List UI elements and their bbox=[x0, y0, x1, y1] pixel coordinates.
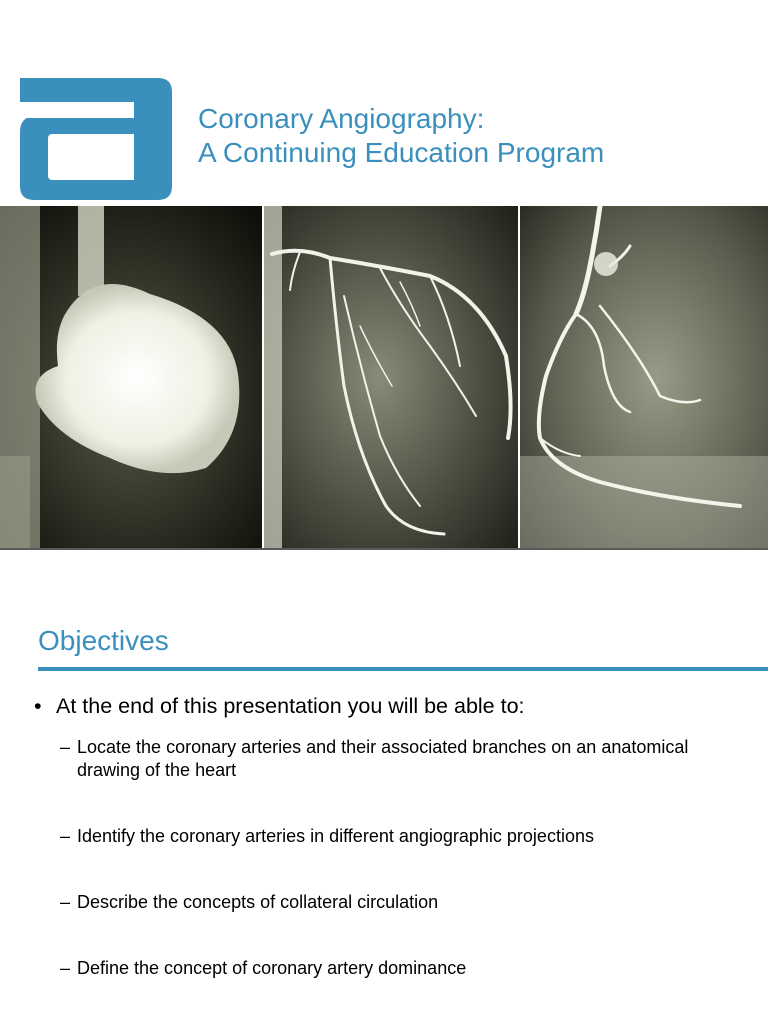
list-item bbox=[60, 957, 740, 980]
list-item-text: Locate the coronary arteries and their associated branches on an anatomical drawing of the heart bbox=[77, 737, 689, 780]
angiogram-ventriculogram bbox=[0, 206, 262, 550]
list-item-text: Describe the concepts of collateral circulation bbox=[77, 892, 439, 912]
angiogram-right-coronary bbox=[520, 206, 768, 550]
list-item bbox=[60, 891, 740, 914]
objectives-list bbox=[60, 736, 740, 1023]
dash-icon: – bbox=[60, 826, 71, 846]
angiogram-left-coronary bbox=[264, 206, 518, 550]
heading-divider bbox=[38, 667, 768, 671]
angiogram-image-strip bbox=[0, 206, 768, 550]
objectives-slide bbox=[0, 590, 768, 1024]
presentation-title bbox=[198, 102, 604, 170]
title-line-1: Coronary Angiography: bbox=[198, 103, 485, 134]
list-item bbox=[60, 825, 740, 848]
dash-icon: – bbox=[60, 892, 71, 912]
dash-icon: – bbox=[60, 737, 71, 757]
list-item bbox=[60, 736, 740, 782]
abbott-logo-icon bbox=[18, 76, 174, 202]
title-line-2: A Continuing Education Program bbox=[198, 137, 605, 168]
bullet-icon: • bbox=[34, 694, 42, 718]
main-bullet bbox=[34, 692, 734, 720]
list-item-text: Identify the coronary arteries in different angiographic projections bbox=[77, 826, 594, 846]
main-bullet-text: At the end of this presentation you will be able to: bbox=[56, 694, 525, 718]
objectives-heading: Objectives bbox=[38, 625, 169, 656]
dash-icon: – bbox=[60, 958, 71, 978]
list-item-text: Define the concept of coronary artery dominance bbox=[77, 958, 467, 978]
